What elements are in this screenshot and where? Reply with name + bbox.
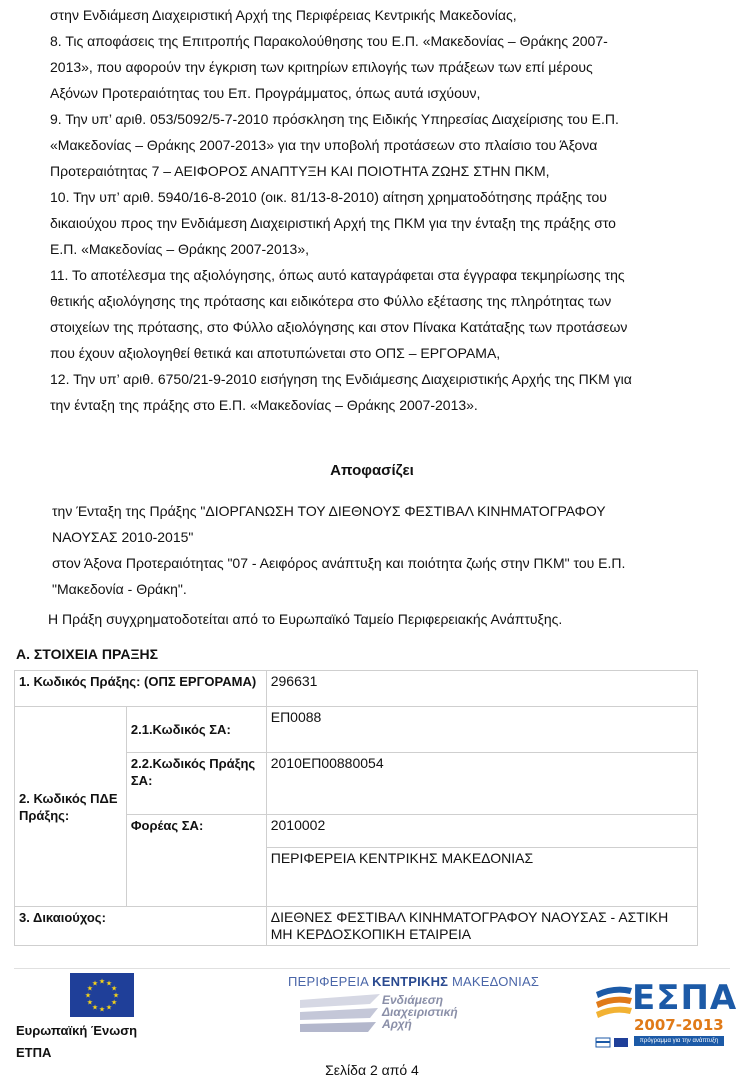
project-info-table [14, 670, 698, 946]
region-prefix: ΠΕΡΙΦΕΡΕΙΑ [288, 974, 373, 989]
text-line: ΝΑΟΥΣΑΣ 2010-2015" [52, 529, 194, 545]
sa-code-value: ΕΠ0088 [266, 707, 697, 753]
sa-body-code: 2010002 [267, 815, 697, 848]
espa-logo-text: ΕΣΠΑ [632, 978, 738, 1018]
decision-heading: Αποφασίζει [330, 462, 414, 479]
eu-star-icon: ★ [112, 992, 120, 1000]
text-line: «Μακεδονίας – Θράκης 2007-2013» για την υποβολή προτάσεων στο πλαίσιο του Άξονα [50, 137, 598, 153]
text-line: την ένταξη της πράξης στο Ε.Π. «Μακεδονίας – Θράκης 2007-2013». [50, 397, 478, 413]
text-line: 2013», που αφορούν την έγκριση των κριτηρίων επιλογής των πράξεων των επί μέρους [50, 59, 593, 75]
project-code-label: 1. Κωδικός Πράξης: (ΟΠΣ ΕΡΓΟΡΑΜΑ) [15, 671, 267, 707]
text-line: στοιχείων της πρότασης, στο Φύλλο αξιολόγησης και στον Πίνακα Κατάταξης των προτάσεων [50, 319, 628, 335]
eu-label-union: Ευρωπαϊκή Ένωση [16, 1023, 138, 1038]
mgmt-line: Αρχή [382, 1017, 412, 1031]
page-number: Σελίδα 2 από 4 [325, 1062, 419, 1078]
mgmt-line: Ενδιάμεση [382, 993, 444, 1007]
funding-statement [48, 606, 698, 632]
eu-label-fund: ΕΤΠΑ [16, 1045, 52, 1060]
text-line: στην Ενδιάμεση Διαχειριστική Αρχή της Περιφέρειας Κεντρικής Μακεδονίας, [50, 7, 517, 23]
eu-label [16, 1020, 137, 1064]
text-line: δικαιούχου προς την Ενδιάμεση Διαχειριστική Αρχή της ΠΚΜ για την ένταξη της πράξης στο [50, 215, 616, 231]
paragraph-item-12 [50, 366, 692, 418]
text-line: 9. Την υπ’ αριθ. 053/5092/5-7-2010 πρόσκληση της Ειδικής Υπηρεσίας Διαχείρισης του Ε.Π. [50, 111, 619, 127]
sa-body-name: ΠΕΡΙΦΕΡΕΙΑ ΚΕΝΤΡΙΚΗΣ ΜΑΚΕΔΟΝΙΑΣ [270, 850, 534, 866]
text-line: θετικής αξιολόγησης της πρότασης και ειδικότερα στο Φύλλο εξέτασης της πληρότητας των [50, 293, 612, 309]
table-row [15, 671, 698, 707]
espa-tagline: πρόγραμμα για την ανάπτυξη [634, 1036, 724, 1046]
managing-authority-text [382, 994, 458, 1030]
espa-years: 2007-2013 [634, 1016, 724, 1034]
paragraph-item-8 [50, 28, 692, 106]
sa-body-values [266, 815, 697, 907]
text-line: Ε.Π. «Μακεδονίας – Θράκης 2007-2013», [50, 241, 309, 257]
text-line: "Μακεδονία - Θράκη". [52, 581, 187, 597]
eu-star-icon: ★ [86, 999, 94, 1007]
sa-project-code-label: 2.2.Κωδικός Πράξης ΣΑ: [126, 753, 266, 815]
project-code-value: 296631 [266, 671, 697, 707]
paragraph-intro [50, 2, 692, 28]
text-line: 12. Την υπ’ αριθ. 6750/21-9-2010 εισήγηση της Ενδιάμεσης Διαχειριστικής Αρχής της ΠΚΜ για [50, 371, 632, 387]
paragraph-item-11 [50, 262, 692, 366]
decision-text [52, 498, 702, 602]
text-line: την Ένταξη της Πράξης "ΔΙΟΡΓΑΝΩΣΗ ΤΟΥ ΔΙΕΘΝΟΥΣ ΦΕΣΤΙΒΑΛ ΚΙΝΗΜΑΤΟΓΡΑΦΟΥ [52, 503, 606, 519]
sa-code-label: 2.1.Κωδικός ΣΑ: [126, 707, 266, 753]
text-line: που έχουν αξιολογηθεί θετικά και αποτυπώνεται στο ΟΠΣ – ΕΡΓΟΡΑΜΑ, [50, 345, 501, 361]
text-line: στον Άξονα Προτεραιότητας "07 - Αειφόρος ανάπτυξη και ποιότητα ζωής στην ΠΚΜ" του Ε.Π. [52, 555, 626, 571]
text-line: 10. Την υπ’ αριθ. 5940/16-8-2010 (οικ. 81/13-8-2010) αίτηση χρηματοδότησης πράξης του [50, 189, 607, 205]
mgmt-line: Διαχειριστική [382, 1005, 458, 1019]
text-line: Αξόνων Προτεραιότητας του Επ. Προγράμματος, όπως αυτά ισχύουν, [50, 85, 481, 101]
eu-star-icon: ★ [91, 980, 99, 988]
table-row [15, 707, 698, 753]
beneficiary-label: 3. Δικαιούχος: [15, 907, 267, 946]
text-line: Προτεραιότητας 7 – ΑΕΙΦΟΡΟΣ ΑΝΑΠΤΥΞΗ ΚΑΙ ΠΟΙΟΤΗΤΑ ΖΩΗΣ ΣΤΗΝ ΠΚΜ, [50, 163, 550, 179]
footer-divider [14, 968, 730, 969]
eu-star-icon: ★ [110, 999, 118, 1007]
beneficiary-value: ΔΙΕΘΝΕΣ ΦΕΣΤΙΒΑΛ ΚΙΝΗΜΑΤΟΓΡΑΦΟΥ ΝΑΟΥΣΑΣ - ΑΣΤΙΚΗ ΜΗ ΚΕΡΔΟΣΚΟΠΙΚΗ ΕΤΑΙΡΕΙΑ [266, 907, 697, 946]
eu-flag-logo [70, 973, 134, 1017]
pde-code-label: 2. Κωδικός ΠΔΕ Πράξης: [15, 707, 127, 907]
text-line: 11. Το αποτέλεσμα της αξιολόγησης, όπως αυτό καταγράφεται στα έγγραφα τεκμηρίωσης της [50, 267, 625, 283]
sa-body-label: Φορέας ΣΑ: [126, 815, 266, 907]
paragraph-item-9 [50, 106, 692, 184]
text-line: Η Πράξη συγχρηματοδοτείται από το Ευρωπαϊκό Ταμείο Περιφερειακής Ανάπτυξης. [48, 611, 563, 627]
text-line: 8. Τις αποφάσεις της Επιτροπής Παρακολούθησης του Ε.Π. «Μακεδονίας – Θράκης 2007- [50, 33, 608, 49]
eu-star-icon: ★ [105, 980, 113, 988]
eu-star-icon: ★ [110, 985, 118, 993]
eu-star-icon: ★ [86, 985, 94, 993]
eu-star-icon: ★ [98, 978, 106, 986]
eu-star-icon: ★ [91, 1004, 99, 1012]
region-suffix: ΜΑΚΕΔΟΝΙΑΣ [448, 974, 540, 989]
sa-project-code-value: 2010ΕΠ00880054 [266, 753, 697, 815]
eu-star-icon: ★ [98, 1006, 106, 1014]
paragraph-item-10 [50, 184, 692, 262]
section-title: Α. ΣΤΟΙΧΕΙΑ ΠΡΑΞΗΣ [16, 646, 158, 662]
eu-star-icon: ★ [105, 1004, 113, 1012]
table-row [15, 907, 698, 946]
region-bold: ΚΕΝΤΡΙΚΗΣ [372, 974, 449, 989]
eu-star-icon: ★ [84, 992, 92, 1000]
region-title [288, 974, 539, 989]
